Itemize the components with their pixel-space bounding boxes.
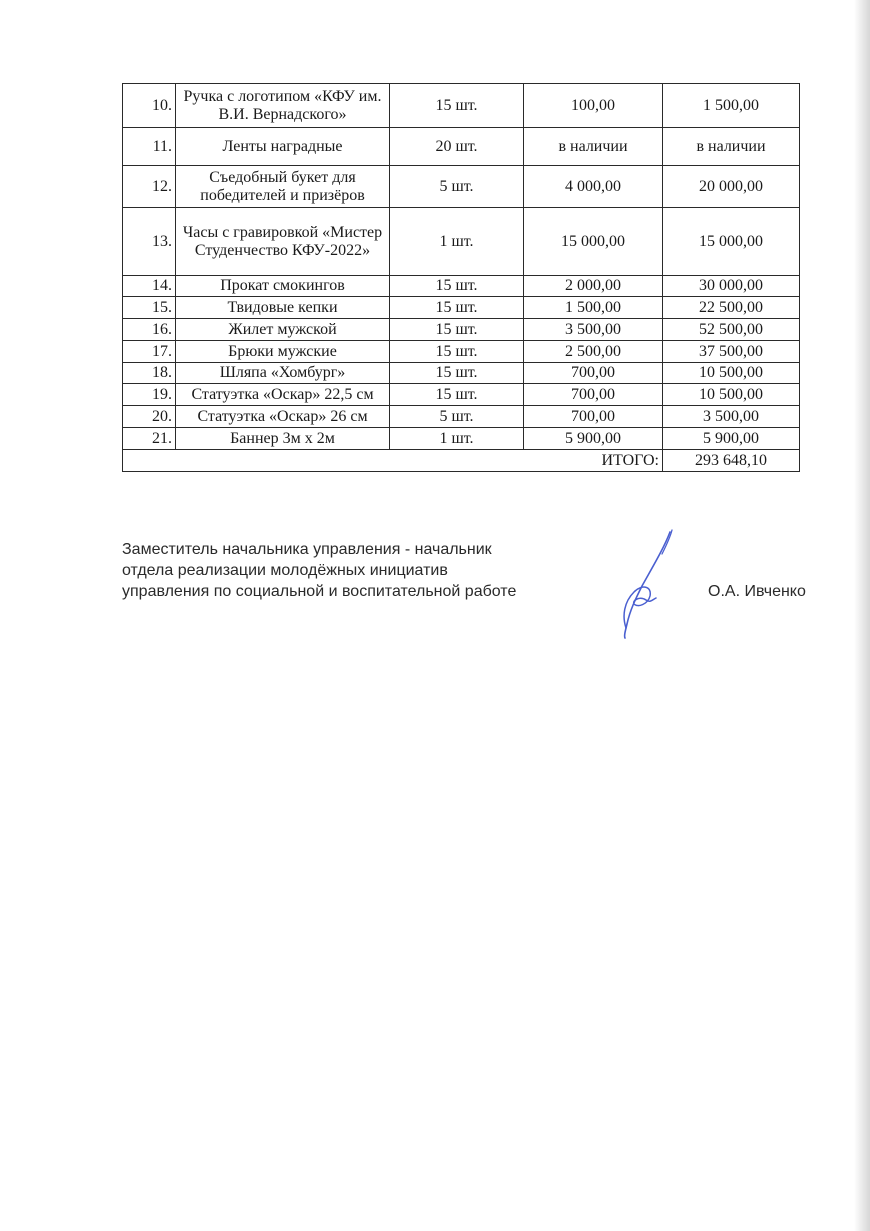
item-quantity: 1 шт. xyxy=(390,208,524,276)
row-number: 14. xyxy=(123,276,176,297)
item-quantity: 15 шт. xyxy=(390,384,524,406)
item-quantity: 15 шт. xyxy=(390,341,524,363)
item-sum: 10 500,00 xyxy=(663,384,800,406)
table-row xyxy=(123,319,800,341)
row-number: 16. xyxy=(123,319,176,341)
table-row xyxy=(123,276,800,297)
item-sum: 22 500,00 xyxy=(663,297,800,319)
signer-position xyxy=(122,539,516,602)
table-row xyxy=(123,84,800,128)
table-row xyxy=(123,208,800,276)
item-sum: 3 500,00 xyxy=(663,406,800,428)
item-price: 5 900,00 xyxy=(524,428,663,450)
total-row xyxy=(123,450,800,472)
table-row xyxy=(123,384,800,406)
signature-stroke xyxy=(662,530,672,554)
table-row xyxy=(123,297,800,319)
item-name: Статуэтка «Оскар» 26 см xyxy=(176,406,390,428)
item-price: 700,00 xyxy=(524,363,663,384)
item-price: 3 500,00 xyxy=(524,319,663,341)
scan-edge-shadow xyxy=(854,0,870,1231)
item-price: 1 500,00 xyxy=(524,297,663,319)
item-price: 700,00 xyxy=(524,384,663,406)
item-name: Съедобный букет для победителей и призёров xyxy=(176,166,390,208)
signer-position-line: отдела реализации молодёжных инициатив xyxy=(122,562,448,579)
item-name: Часы с гравировкой «Мистер Студенчество КФУ-2022» xyxy=(176,208,390,276)
row-number: 12. xyxy=(123,166,176,208)
item-name: Шляпа «Хомбург» xyxy=(176,363,390,384)
row-number: 10. xyxy=(123,84,176,128)
handwritten-signature xyxy=(612,528,682,643)
item-quantity: 5 шт. xyxy=(390,406,524,428)
total-value: 293 648,10 xyxy=(663,450,800,472)
row-number: 19. xyxy=(123,384,176,406)
signature-stroke xyxy=(624,587,656,628)
table-row xyxy=(123,428,800,450)
item-name: Ленты наградные xyxy=(176,128,390,166)
table-row xyxy=(123,166,800,208)
item-name: Статуэтка «Оскар» 22,5 см xyxy=(176,384,390,406)
item-quantity: 15 шт. xyxy=(390,276,524,297)
table-row xyxy=(123,363,800,384)
item-price: 2 500,00 xyxy=(524,341,663,363)
item-name: Баннер 3м х 2м xyxy=(176,428,390,450)
item-sum: 1 500,00 xyxy=(663,84,800,128)
item-sum: 37 500,00 xyxy=(663,341,800,363)
item-sum: 5 900,00 xyxy=(663,428,800,450)
item-quantity: 5 шт. xyxy=(390,166,524,208)
item-name: Ручка с логотипом «КФУ им. В.И. Вернадского» xyxy=(176,84,390,128)
items-table xyxy=(122,83,800,472)
item-sum: 20 000,00 xyxy=(663,166,800,208)
item-price: 4 000,00 xyxy=(524,166,663,208)
item-quantity: 20 шт. xyxy=(390,128,524,166)
row-number: 21. xyxy=(123,428,176,450)
table-row xyxy=(123,341,800,363)
table-row xyxy=(123,406,800,428)
item-quantity: 15 шт. xyxy=(390,319,524,341)
signature-stroke xyxy=(625,532,670,638)
item-name: Брюки мужские xyxy=(176,341,390,363)
item-name: Твидовые кепки xyxy=(176,297,390,319)
row-number: 20. xyxy=(123,406,176,428)
item-name: Жилет мужской xyxy=(176,319,390,341)
item-sum: в наличии xyxy=(663,128,800,166)
item-price: 15 000,00 xyxy=(524,208,663,276)
row-number: 17. xyxy=(123,341,176,363)
table-row xyxy=(123,128,800,166)
item-sum: 52 500,00 xyxy=(663,319,800,341)
row-number: 11. xyxy=(123,128,176,166)
item-quantity: 15 шт. xyxy=(390,297,524,319)
item-quantity: 15 шт. xyxy=(390,363,524,384)
item-sum: 10 500,00 xyxy=(663,363,800,384)
row-number: 15. xyxy=(123,297,176,319)
signer-position-line: Заместитель начальника управления - начальник xyxy=(122,541,492,558)
row-number: 18. xyxy=(123,363,176,384)
item-sum: 15 000,00 xyxy=(663,208,800,276)
item-name: Прокат смокингов xyxy=(176,276,390,297)
item-price: 700,00 xyxy=(524,406,663,428)
row-number: 13. xyxy=(123,208,176,276)
total-label: ИТОГО: xyxy=(123,450,663,472)
item-quantity: 1 шт. xyxy=(390,428,524,450)
item-sum: 30 000,00 xyxy=(663,276,800,297)
item-price: 2 000,00 xyxy=(524,276,663,297)
item-price: 100,00 xyxy=(524,84,663,128)
item-quantity: 15 шт. xyxy=(390,84,524,128)
signer-name: О.А. Ивченко xyxy=(708,583,806,600)
signer-position-line: управления по социальной и воспитательной работе xyxy=(122,583,517,600)
item-price: в наличии xyxy=(524,128,663,166)
